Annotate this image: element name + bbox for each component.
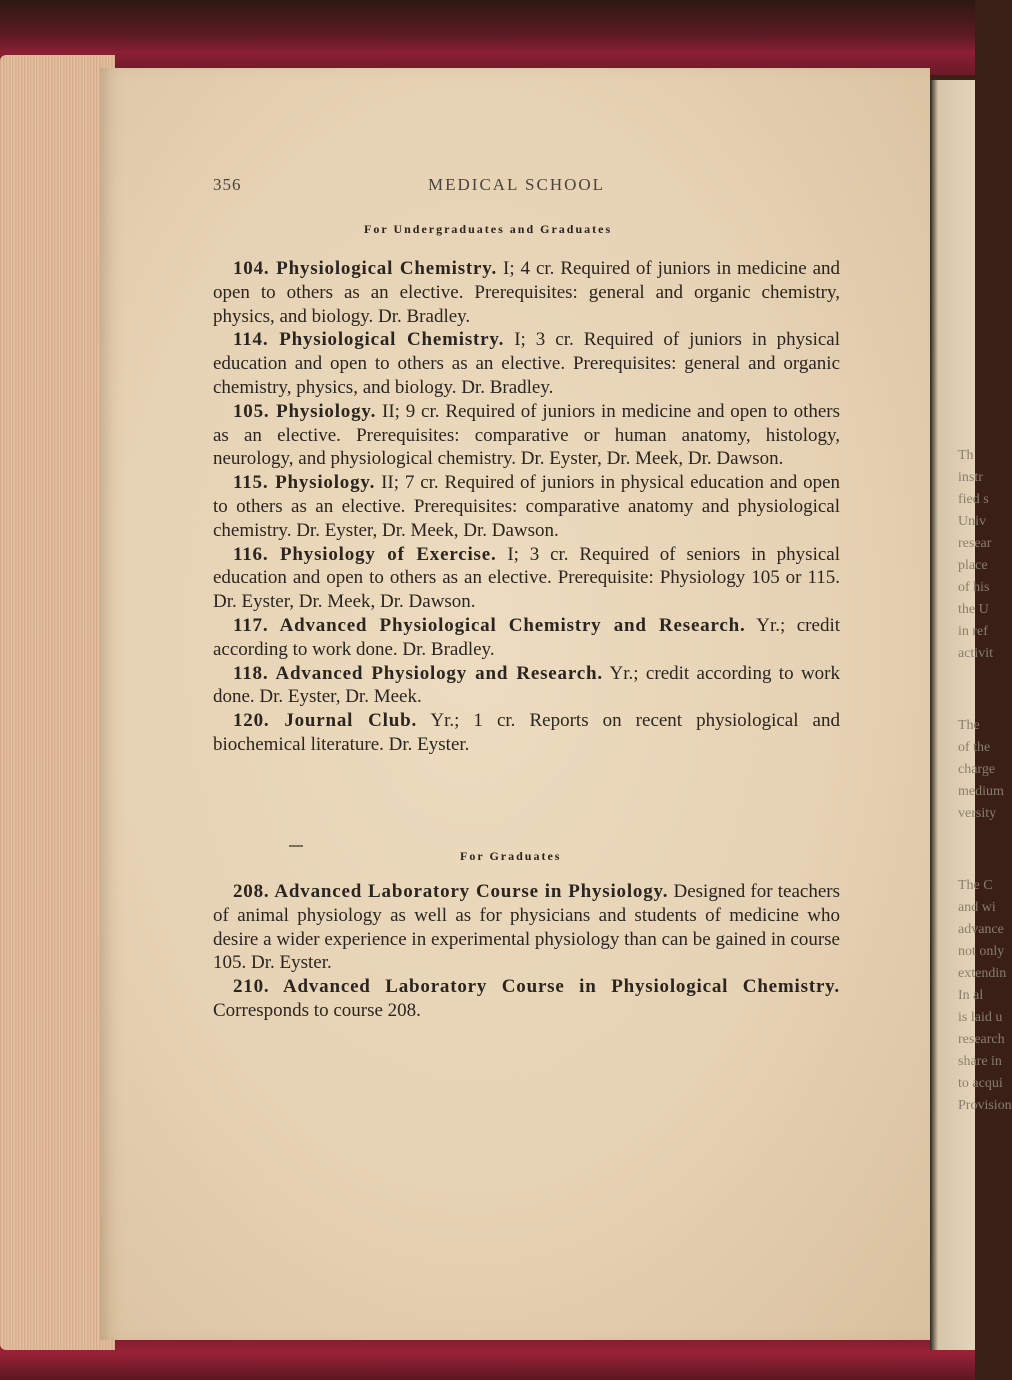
page-edges: [0, 55, 115, 1350]
course-description: I; 3 cr. Required of juniors in physical education and open to others as an elective. Prerequisites: general and organic chemistry, physics, and biology. Dr. Bradley.: [213, 329, 841, 398]
course-description: Yr.; credit according to work done. Dr. Bradley.: [213, 614, 841, 660]
fragment: of the: [958, 740, 991, 755]
course-number: 115.: [233, 472, 269, 494]
fragment: in ref: [958, 624, 988, 639]
course-description: I; 3 cr. Required of seniors in physical education and open to others as an elective. Prerequisite: Physiology 105 or 115. Dr. Eyster, Dr. Meek, Dr. Dawson.: [213, 543, 840, 613]
course-description: Yr.; 1 cr. Reports on recent physiological and biochemical literature. Dr. Eyster.: [213, 710, 840, 755]
course-title: Advanced Physiological Chemistry and Research.: [279, 614, 746, 636]
fragment: not only: [958, 944, 1005, 959]
section-heading-undergrad: For Undergraduates and Graduates: [364, 222, 613, 236]
course-number: 104.: [233, 258, 270, 279]
fragment: instr: [958, 470, 983, 485]
fragment: versity: [958, 806, 997, 821]
course-title: Physiological Chemistry.: [279, 329, 505, 351]
fragment: fied s: [958, 492, 989, 507]
course-title: Advanced Laboratory Course in Physiology.: [274, 881, 669, 902]
fragment: Univ: [958, 514, 986, 529]
fragment: Th: [958, 448, 974, 463]
fragment: activit: [958, 646, 993, 661]
course-entry: [213, 709, 840, 757]
course-number: 116.: [233, 543, 269, 565]
fragment: The C: [958, 878, 993, 893]
course-entry: [213, 328, 840, 399]
course-description: Corresponds to course 208.: [213, 999, 421, 1021]
page-title: MEDICAL SCHOOL: [428, 175, 606, 194]
fragment: is laid u: [958, 1010, 1003, 1025]
facing-page-text: [958, 445, 1012, 1117]
book-cover-bottom: [0, 1335, 975, 1380]
course-number: 114.: [233, 329, 269, 351]
course-entry: [213, 543, 840, 614]
course-number: 118.: [233, 662, 269, 684]
course-title: Physiological Chemistry.: [276, 258, 498, 279]
running-head: [213, 175, 838, 199]
page-number: 356: [213, 175, 242, 194]
fragment: share in: [958, 1054, 1002, 1069]
fragment: In al: [958, 988, 984, 1003]
course-description: II; 7 cr. Required of juniors in physical education and open to others as an elective. Prerequisites: comparative anatomy and physiological chemistry. Dr. Eyster, Dr. Meek, Dr. Dawson.: [213, 472, 841, 541]
course-entry: [213, 614, 840, 662]
fragment: the U: [958, 602, 989, 617]
fragment: charge: [958, 762, 996, 777]
course-description: I; 4 cr. Required of juniors in medicine and open to others as an elective. Prerequisites: general and organic chemistry, physics, and biology. Dr. Bradley.: [213, 258, 841, 327]
course-entry: [213, 471, 840, 542]
fragment: to acqui: [958, 1076, 1003, 1091]
course-title: Physiology.: [275, 472, 376, 494]
course-entry: [213, 880, 840, 975]
course-description: Yr.; credit according to work done. Dr. Eyster, Dr. Meek.: [213, 662, 840, 708]
section-heading-graduates: For Graduates: [460, 849, 562, 863]
course-number: 210.: [233, 976, 270, 998]
fragment: medium: [958, 784, 1004, 799]
fragment: research: [958, 1032, 1005, 1047]
course-title: Journal Club.: [284, 710, 417, 732]
course-title: Advanced Physiology and Research.: [275, 662, 603, 684]
course-number: 208.: [233, 881, 270, 902]
fragment: of his: [958, 580, 990, 595]
course-list-graduates: [213, 880, 840, 1023]
print-mark: [289, 845, 303, 863]
course-number: 105.: [233, 400, 270, 422]
course-number: 120.: [233, 710, 270, 732]
course-list-undergrad: [213, 257, 840, 757]
course-entry: [213, 400, 840, 471]
course-title: Physiology.: [276, 400, 377, 422]
fragment: The: [958, 718, 980, 733]
course-description: Designed for teachers of animal physiology as well as for physicians and students of medicine who desire a wider experience in experimental physiology than can be gained in course 105. Dr. Eyster.: [213, 881, 840, 974]
book-cover-top: [0, 0, 975, 75]
course-number: 117.: [233, 614, 269, 636]
course-title: Advanced Laboratory Course in Physiological Chemistry.: [282, 976, 840, 998]
course-entry: [213, 257, 840, 328]
fragment: and wi: [958, 900, 996, 915]
fragment: extendin: [958, 966, 1007, 981]
course-description: II; 9 cr. Required of juniors in medicine and open to others as an elective. Prerequisites: comparative or human anatomy, histology, neurology, and physiological chemistry. Dr. Eyster, Dr. Meek, Dr. Dawson.: [213, 400, 840, 470]
fragment: advance: [958, 922, 1004, 937]
course-title: Physiology of Exercise.: [280, 543, 497, 565]
fragment: resear: [958, 536, 992, 551]
facing-page: [930, 80, 1012, 1350]
course-entry: [213, 975, 840, 1023]
fragment: Provision: [958, 1098, 1012, 1113]
course-entry: [213, 662, 840, 710]
fragment: place: [958, 558, 988, 573]
